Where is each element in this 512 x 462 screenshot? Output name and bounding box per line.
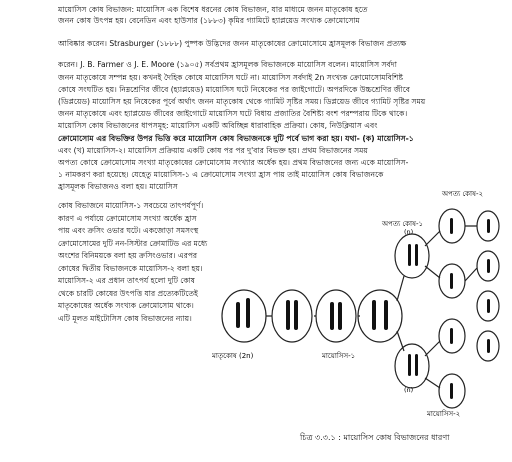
mother-cell (222, 290, 266, 342)
text-line-7: (ডিপ্লয়েড) মায়োসিস হয় নিষেকের পূর্বে অর্থাৎ জনন মাতৃকোষ থেকে গ্যামিট সৃষ্টির সময়। ডিপ্লয়েড জীবে গ্যামিট সৃষ্টির সময় (58, 97, 426, 106)
text-line-12: অপত্য কোষে ক্রোমোসোম সংখ্যা মাতৃকোষের ক্রোমোসোম সংখ্যার অর্ধেক হয়। প্রথম বিভাজনের জন্য একে মায়োসিস- (58, 158, 409, 167)
text-line-11: এবং (খ) মায়োসিস-২। মায়োসিস প্রক্রিয়ায় একটি কোষ পর পর দু'বার বিভক্ত হয়। প্রথম বিভাজনের সময় (58, 146, 368, 155)
daughter-cell-1 (395, 234, 429, 278)
daughter-2-label: অপত্য কোষ-২ (442, 190, 484, 198)
text-line-3: আবিষ্কার করেন। Strasburger (১৮৮৮) পুষ্পক উদ্ভিদের জনন মাতৃকোষের ক্রোমোসোমে হ্রাসমূলক বিভাজন প্রত্যক্ষ (58, 39, 407, 48)
text-line-1: মায়োসিস কোষ বিভাজন: মায়োসিস এক বিশেষ ধরনের কোষ বিভাজন, যার মাধ্যমে জনন মাতৃকোষ হতে (58, 5, 368, 14)
text-line-5: জনন মাতৃকোষে সম্পন্ন হয়। কখনই দৈহিক কোষে মায়োসিস ঘটে না। মায়োসিস সর্বদাই 2n সংখ্যক ক্রোমোসোমবিশিষ্ট (58, 73, 404, 82)
meiosis-1-label: মায়োসিস-১ (322, 352, 356, 360)
prophase-cell (272, 290, 312, 342)
text-line-6: কোষে সংঘটিত হয়। নিম্নশ্রেণির জীবে (হ্যাপ্লয়েড) মায়োসিস ঘটে নিষেকের পর জাইগোটে। অপরদিকে উচ্চশ্রেণির জীবে (58, 85, 410, 94)
haploid-label-2: (n) (404, 386, 414, 394)
haploid-label-1: (n) (404, 228, 414, 236)
text-line-13: ১ নামকরণ করা হয়েছে। যেহেতু মায়োসিস-১ এ ক্রোমোসোম সংখ্যা হ্রাস পায় তাই মায়োসিস কোষ বিভাজনকে (58, 170, 384, 179)
daughter-1-label: অপত্য কোষ-১ (382, 220, 424, 228)
figure-caption: চিত্র ৩.৩.১ : মায়োসিস কোষ বিভাজনের ধারণা (300, 433, 450, 442)
meiosis-diagram (212, 186, 508, 426)
mother-cell-label: মাতৃকোষ (2n) (212, 352, 254, 360)
text-line-2: জনন কোষ উৎপন্ন হয়। বেনেডিন এবং হাউসার (১৮৮৩) কৃমির গ্যামিটে হ্যাপ্লয়েড সংখ্যক ক্রোমোসোম (58, 16, 360, 25)
meiosis-2-label: মায়োসিস-২ (427, 410, 461, 418)
anaphase-cell (358, 290, 402, 342)
text-line-9: মায়োসিস কোষ বিভাজনের ধাপসমূহ: মায়োসিস একটি অবিচ্ছিন্ন ধারাবাহিক প্রক্রিয়া। কোষ, নিউক্লিয়াস এবং (58, 121, 378, 130)
metaphase-cell (316, 290, 356, 342)
text-line-8: জনন মাতৃকোষে এবং হ্যাপ্লয়েড জীবের জাইগোটে মায়োসিস ঘটে বিধায় প্রজাতির বৈশিষ্ট্য বংশ পরম্পরায় টিকে থাকে। (58, 109, 408, 118)
daughter-cell-2 (395, 344, 429, 388)
section-heading-stages: ক্রোমোসোম এর বিভক্তির উপর ভিত্তি করে মায়োসিস কোষ বিভাজনকে দুটি পর্বে ভাগ করা হয়। যথা- (ক) মায়োসিস-১ (58, 134, 414, 143)
text-line-4: করেন। J. B. Farmer ও J. E. Moore (১৯০৫) সর্বপ্রথম হ্রাসমূলক বিভাজনকে মায়োসিস বলেন। মায়োসিস সর্বদা (58, 60, 397, 69)
left-column-text: কোষ বিভাজনে মায়োসিস-১ সবচেয়ে তাৎপর্যপূর্ণ। কারণ এ পর্যায়ে ক্রোমোসোম সংখ্যা অর্ধেক হ্রাস পায় এবং ক্রসিং ওভার ঘটে। একজোড়া সমসংস্থ ক্রোমোসোমের দুটি নন-সিস্টার ক্রোমাটিড এর মধ্যে অংশের বিনিময়কে বলা হয় ক্রসিংওভার। এরপর কোষের দ্বিতীয় বিভাজনকে মায়োসিস-২ বলা হয়। মায়োসিস-২ এর প্রধান তাৎপর্য হলো দুটি কোষ থেকে চারটি কোষের উৎপত্তি যার প্রত্যেকটিতেই মাতৃকোষের অর্ধেক সংখ্যক ক্রোমোসোম থাকে। এটি মূলত মাইটোসিস কোষ বিভাজনের ন্যায়। (58, 201, 208, 323)
text-line-14: হ্রাসমূলক বিভাজনও বলা হয়। মায়োসিস (58, 182, 178, 191)
